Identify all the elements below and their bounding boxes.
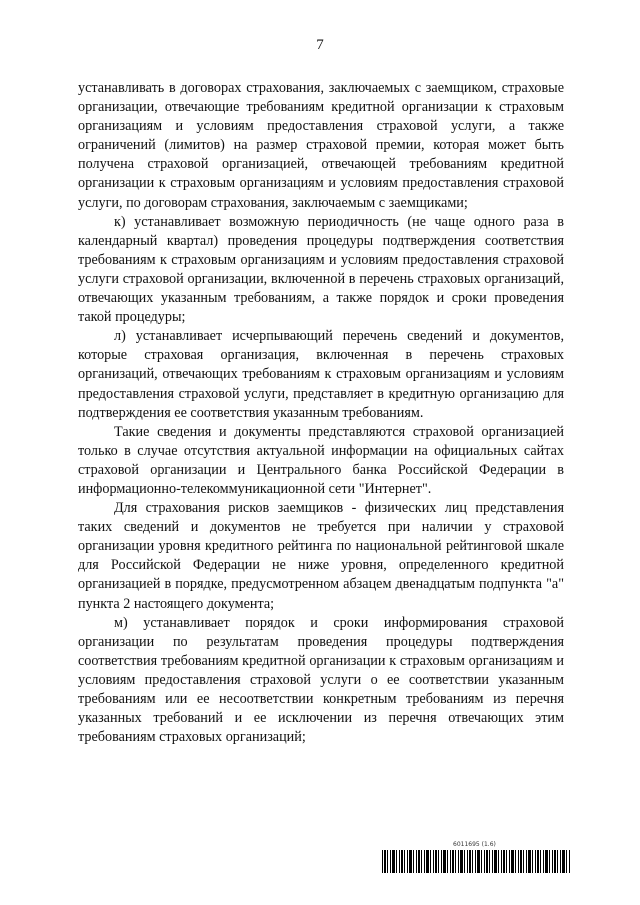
paragraph-information-availability: Такие сведения и документы представляются страховой организацией только в случае отсутствия актуальной информации на официальных сайтах страховой организации и Центрального банка Российской Федерации в информационно-телекоммуникационной сети "Интернет". [78,423,564,497]
page-number: 7 [316,37,324,53]
paragraph-item-k: к) устанавливает возможную периодичность (не чаще одного раза в календарный квартал) проведения процедуры подтверждения соответствия требованиям к страховым организациям и условиям предоставления страховой услуги страховой организации, включенной в перечень страховых организаций, отвечающих указанным требованиям, а также порядок и сроки проведения такой процедуры; [78,213,564,326]
paragraph-continuation: устанавливать в договорах страхования, заключаемых с заемщиком, страховые организации, отвечающие требованиям кредитной организации к страховым организациям и условиям предоставления страховой услуги, а также ограничений (лимитов) на размер страховой премии, которая может быть получена страховой организацией, отвечающей требованиям кредитной организации к страховым организациям и условиям предоставления страховой услуги, по договорам страхования, заключаемым с заемщиками; [78,80,564,211]
paragraph-rating-exemption: Для страхования рисков заемщиков - физических лиц представления таких сведений и документов не требуется при наличии у страховой организации уровня кредитного рейтинга по национальной рейтинговой шкале для Российской Федерации не ниже уровня, определенного кредитной организацией в порядке, предусмотренном абзацем двенадцатым подпункта "а" пункта 2 настоящего документа; [78,500,564,612]
document-body [78,79,564,747]
barcode [382,850,570,873]
paragraph-item-m: м) устанавливает порядок и сроки информирования страховой организации по результатам проведения процедуры подтверждения соответствия требованиям кредитной организации к страховым организациям и условиям предоставления страховой услуги о ее соответствии указанным требованиям или ее несоответствии конкретным требованиям из перечня указанных требований и ее исключении из перечня отвечающих этим требованиям страховых организаций; [78,614,564,746]
paragraph-item-l: л) устанавливает исчерпывающий перечень сведений и документов, которые страховая организация, включенная в перечень страховых организаций, отвечающих требованиям к страховым организациям и условиям предоставления страховой услуги, представляет в кредитную организацию для подтверждения ее соответствия указанным требованиям. [78,328,564,421]
document-id: 6011695 (1.6) [453,841,496,848]
